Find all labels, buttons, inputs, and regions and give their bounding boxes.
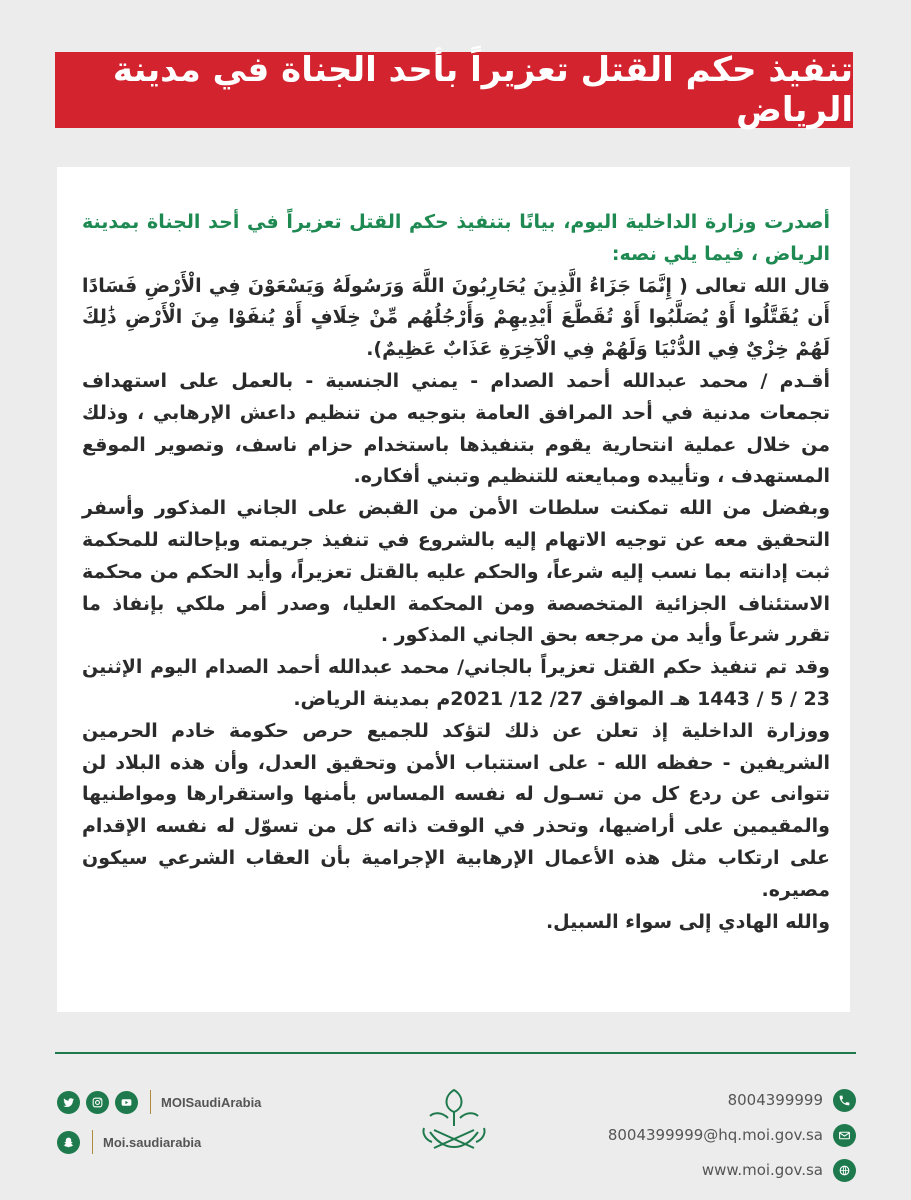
execution-paragraph: وقد تم تنفيذ حكم القتل تعزيراً بالجاني/ محمد عبدالله أحمد الصدام اليوم الإثنين 23 / 5 / 1443 هـ الموافق 27/ 12/ 2021م بمدينة الرياض.	[82, 656, 830, 710]
phone-number[interactable]: 8004399999	[727, 1091, 823, 1109]
quran-verse-paragraph: قال الله تعالى ( إِنَّمَا جَزَاءُ الَّذِينَ يُحَارِبُونَ اللَّهَ وَرَسُولَهُ وَيَسْعَوْنَ فِي الْأَرْضِ فَسَادًا أَن يُقَتَّلُوا أَوْ يُصَلَّبُوا أَوْ تُقَطَّعَ أَيْدِيهِمْ وَأَرْجُلُهُم مِّنْ خِلَافٍ أَوْ يُنفَوْا مِنَ الْأَرْضِ ذَٰلِكَ لَهُمْ خِزْيٌ فِي الدُّنْيَا وَلَهُمْ فِي الْآخِرَةِ عَذَابٌ عَظِيمٌ).	[82, 274, 830, 361]
footer-divider	[55, 1052, 856, 1054]
website-row[interactable]	[608, 1158, 856, 1182]
email-icon	[833, 1124, 856, 1147]
separator	[92, 1130, 93, 1154]
globe-icon	[833, 1159, 856, 1182]
saudi-emblem-icon	[404, 1082, 504, 1166]
title-banner	[55, 52, 853, 128]
statement-body	[82, 207, 830, 938]
instagram-icon[interactable]	[86, 1091, 109, 1114]
snapchat-icon[interactable]	[57, 1131, 80, 1154]
social-links	[57, 1088, 261, 1168]
contact-list	[608, 1088, 856, 1193]
page-title: تنفيذ حكم القتل تعزيراً بأحد الجناة في مدينة الرياض	[112, 50, 853, 130]
closing-paragraph: والله الهادي إلى سواء السبيل.	[545, 910, 830, 933]
phone-icon	[833, 1089, 856, 1112]
phone-row[interactable]	[608, 1088, 856, 1112]
email-row[interactable]	[608, 1123, 856, 1147]
arrest-paragraph: وبفضل من الله تمكنت سلطات الأمن من القبض على الجاني المذكور وأسفر التحقيق معه عن توجيه الاتهام إليه بالشروع في تنفيذ جريمته وبإحالته للمحكمة ثبت إدانته بما نسب إليه شرعاً، والحكم عليه بالقتل تعزيراً، وأيد الحكم من محكمة الاستئناف الجزائية المتخصصة ومن المحكمة العليا، وصدر أمر ملكي بإنفاذ ما تقرر شرعاً وأيد من مرجعه بحق الجاني المذكور .	[82, 497, 830, 647]
twitter-icon[interactable]	[57, 1091, 80, 1114]
social-handle-snapchat[interactable]: Moi.saudiarabia	[103, 1134, 202, 1150]
email-address[interactable]: 8004399999@hq.moi.gov.sa	[607, 1126, 823, 1144]
warning-paragraph: ووزارة الداخلية إذ تعلن عن ذلك لتؤكد للجميع حرص حكومة خادم الحرمين الشريفين - حفظه الله - على استتباب الأمن وتحقيق العدل، وأن هذه البلاد لن تتوانى عن ردع كل من تسـول له نفسه المساس بأمنها واستقرارها ومواطنيها والمقيمين على أراضيها، وتحذر في الوقت ذاته كل من تسوّل له نفسه الإقدام على ارتكاب مثل هذه الأعمال الإرهابية الإجرامية بأن العقاب الشرعي سيكون مصيره.	[82, 719, 830, 901]
youtube-icon[interactable]	[115, 1091, 138, 1114]
social-row-main	[57, 1088, 261, 1116]
social-row-snapchat	[57, 1128, 261, 1156]
intro-paragraph: أصدرت وزارة الداخلية اليوم، بيانًا بتنفيذ حكم القتل تعزيراً في أحد الجناة بمدينة الرياض ، فيما يلي نصه:	[82, 211, 830, 265]
crime-paragraph: أقـدم / محمد عبدالله أحمد الصدام - يمني الجنسية - بالعمل على استهداف تجمعات مدنية في أحد المرافق العامة بتوجيه من تنظيم داعش الإرهابي ، وذلك من خلال عملية انتحارية يقوم بتنفيذها باستخدام حزام ناسف، وتصوير الموقع المستهدف ، وتأييده ومبايعته للتنظيم وتبني أفكاره.	[82, 369, 830, 488]
separator	[150, 1090, 151, 1114]
website-link[interactable]: www.moi.gov.sa	[701, 1161, 823, 1179]
social-handle-main[interactable]: MOISaudiArabia	[161, 1094, 262, 1110]
